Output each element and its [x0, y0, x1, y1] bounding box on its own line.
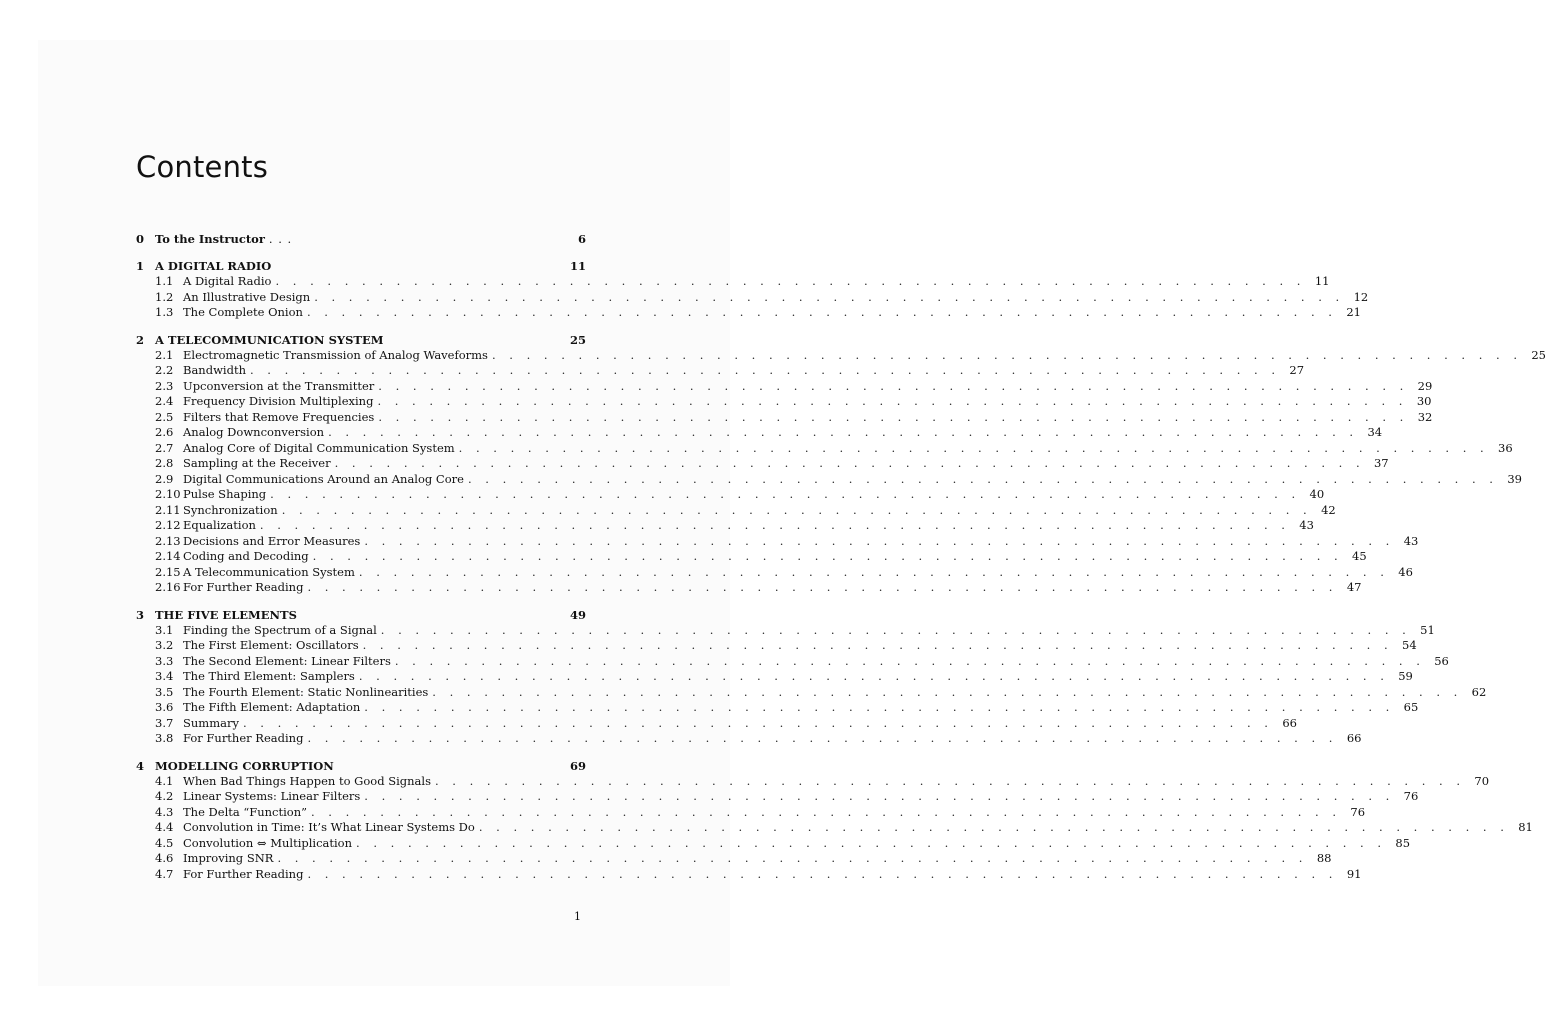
- section-entry[interactable]: [136, 274, 1330, 290]
- section-number: 4.6: [155, 851, 174, 865]
- section-number: 1.3: [155, 305, 174, 319]
- chapter-number: 2: [136, 332, 145, 347]
- chapter-page-number: 69: [569, 758, 586, 773]
- section-title: Electromagnetic Transmission of Analog Waveforms: [183, 347, 488, 362]
- section-title: Analog Downconversion: [183, 425, 325, 439]
- section-entry[interactable]: [136, 518, 1314, 534]
- section-title: Upconversion at the Transmitter: [183, 378, 375, 393]
- section-page-number: 30: [1416, 394, 1432, 408]
- dot-leader: . . . . . . . . . . . . . . . . . . . . . . . . . . . . . . . . . . . . . . . . . . . . . . . . . . . . . . . . . . . .: [394, 653, 1425, 668]
- section-title: Pulse Shaping: [183, 487, 267, 501]
- section-entry[interactable]: [136, 549, 1367, 565]
- section-entry[interactable]: [136, 347, 1546, 364]
- dot-leader: . . . . . . . . . . . . . . . . . . . . . . . . . . . . . . . . . . . . . . . . . . . . . . . . . . . . . . . . . . . .: [364, 700, 1395, 714]
- dot-leader: . . . . . . . . . . . . . . . . . . . . . . . . . . . . . . . . . . . . . . . . . . . . . . . . . . . . . . . . . . . .: [478, 820, 1509, 834]
- section-number: 2.5: [155, 409, 174, 424]
- dot-leader: . . . . . . . . . . . . . . . . . . . . . . . . . . . . . . . . . . . . . . . . . . . . . . . . . . . . . . . . . . . .: [307, 866, 1338, 881]
- chapter-title-suffix: . . .: [268, 232, 293, 246]
- section-number: 2.7: [155, 440, 174, 455]
- section-number: 4.5: [155, 835, 174, 850]
- section-page-number: 59: [1398, 669, 1413, 683]
- dot-leader: . . . . . . . . . . . . . . . . . . . . . . . . . . . . . . . . . . . . . . . . . . . . . . . . . . . . . . . . . . . .: [259, 518, 1290, 532]
- section-number: 2.8: [155, 456, 174, 470]
- section-entry[interactable]: [136, 669, 1413, 685]
- dot-leader: . . . . . . . . . . . . . . . . . . . . . . . . . . . . . . . . . . . . . . . . . . . . . . . . . . . . . . . . . . . .: [334, 456, 1365, 470]
- chapter-entry[interactable]: [136, 232, 586, 247]
- section-title: Convolution in Time: It’s What Linear Systems Do: [183, 820, 475, 834]
- section-entry[interactable]: [136, 487, 1325, 503]
- section-title: An Illustrative Design: [183, 289, 311, 304]
- section-entry[interactable]: [136, 866, 1362, 883]
- section-page-number: 66: [1282, 715, 1297, 730]
- dot-leader: . . . . . . . . . . . . . . . . . . . . . . . . . . . . . . . . . . . . . . . . . . . . . . . . . . . . . . . . . . . .: [435, 773, 1466, 788]
- dot-leader: . . . . . . . . . . . . . . . . . . . . . . . . . . . . . . . . . . . . . . . . . . . . . . . . . . . . . . . . . . . .: [356, 835, 1387, 850]
- table-of-contents: [136, 226, 1546, 882]
- section-page-number: 81: [1518, 820, 1533, 834]
- section-page-number: 62: [1471, 684, 1487, 699]
- chapter-title: A TELECOMMUNICATION SYSTEM: [155, 332, 384, 347]
- section-entry[interactable]: [136, 700, 1419, 716]
- section-title: Convolution ⇔ Multiplication: [183, 835, 353, 850]
- section-title: Frequency Division Multiplexing: [183, 394, 374, 408]
- section-number: 2.10: [155, 487, 181, 501]
- dot-leader: . . . . . . . . . . . . . . . . . . . . . . . . . . . . . . . . . . . . . . . . . . . . . . . . . . . . . . . . . . . .: [377, 394, 1408, 408]
- dot-leader: . . . . . . . . . . . . . . . . . . . . . . . . . . . . . . . . . . . . . . . . . . . . . . . . . . . . . . . . . . . .: [307, 731, 1338, 745]
- section-entry[interactable]: [136, 456, 1389, 472]
- section-title: Improving SNR: [183, 851, 274, 865]
- section-number: 4.1: [155, 773, 174, 788]
- section-number: 2.16: [155, 580, 181, 594]
- chapter-entry[interactable]: [136, 259, 586, 274]
- section-title: Bandwidth: [183, 363, 246, 377]
- section-number: 4.3: [155, 804, 174, 819]
- section-title: Coding and Decoding: [183, 549, 309, 563]
- section-title: For Further Reading: [183, 731, 304, 745]
- dot-leader: . . . . . . . . . . . . . . . . . . . . . . . . . . . . . . . . . . . . . . . . . . . . . . . . . . . . . . . . . . . .: [432, 684, 1463, 699]
- section-number: 3.1: [155, 622, 174, 637]
- section-page-number: 56: [1434, 653, 1449, 668]
- dot-leader: . . . . . . . . . . . . . . . . . . . . . . . . . . . . . . . . . . . . . . . . . . . . . . . . . . . . . . . . . . . .: [358, 669, 1389, 683]
- section-page-number: 43: [1299, 518, 1314, 532]
- section-page-number: 40: [1309, 487, 1325, 501]
- dot-leader: . . . . . . . . . . . . . . . . . . . . . . . . . . . . . . . . . . . . . . . . . . . . . . . . . . . . . . . . . . . .: [378, 409, 1409, 424]
- section-number: 3.7: [155, 715, 174, 730]
- chapter-page-number: 11: [569, 259, 586, 273]
- section-page-number: 54: [1402, 638, 1417, 652]
- dot-leader: . . . . . . . . . . . . . . . . . . . . . . . . . . . . . . . . . . . . . . . . . . . . . . . . . . . . . . . . . . . .: [270, 487, 1301, 501]
- dot-leader: . . . . . . . . . . . . . . . . . . . . . . . . . . . . . . . . . . . . . . . . . . . . . . . . . . . . . . . . . . . .: [281, 502, 1312, 517]
- page-number: 1: [574, 910, 581, 923]
- section-page-number: 45: [1352, 549, 1367, 563]
- section-number: 3.8: [155, 731, 174, 745]
- section-page-number: 91: [1346, 866, 1362, 881]
- section-title: The Third Element: Samplers: [183, 669, 355, 683]
- section-page-number: 25: [1531, 347, 1546, 362]
- chapter-page-number: 49: [569, 607, 586, 622]
- section-page-number: 12: [1353, 289, 1369, 304]
- section-number: 1.2: [155, 289, 174, 304]
- section-page-number: 42: [1321, 502, 1336, 517]
- dot-leader: . . . . . . . . . . . . . . . . . . . . . . . . . . . . . . . . . . . . . . . . . . . . . . . . . . . . . . . . . . . .: [358, 564, 1389, 579]
- section-entry[interactable]: [136, 378, 1433, 395]
- section-title: Summary: [183, 715, 239, 730]
- section-number: 3.2: [155, 638, 174, 652]
- section-title: Digital Communications Around an Analog Core: [183, 471, 464, 486]
- section-title: Filters that Remove Frequencies: [183, 409, 375, 424]
- section-title: Finding the Spectrum of a Signal: [183, 622, 377, 637]
- dot-leader: . . . . . . . . . . . . . . . . . . . . . . . . . . . . . . . . . . . . . . . . . . . . . . . . . . . . . . . . . . . .: [277, 851, 1308, 865]
- section-entry[interactable]: [136, 851, 1332, 867]
- section-page-number: 34: [1367, 425, 1383, 439]
- chapter-entry[interactable]: [136, 333, 586, 348]
- section-number: 2.12: [155, 518, 181, 532]
- dot-leader: . . . . . . . . . . . . . . . . . . . . . . . . . . . . . . . . . . . . . . . . . . . . . . . . . . . . . . . . . . . .: [362, 638, 1393, 652]
- section-entry[interactable]: [136, 425, 1383, 441]
- section-number: 2.15: [155, 564, 181, 579]
- section-number: 2.3: [155, 378, 174, 393]
- section-number: 4.4: [155, 820, 174, 834]
- section-title: The First Element: Oscillators: [183, 638, 359, 652]
- section-page-number: 88: [1316, 851, 1332, 865]
- section-number: 3.3: [155, 653, 174, 668]
- section-title: Sampling at the Receiver: [183, 456, 331, 470]
- chapter-title: MODELLING CORRUPTION: [155, 758, 334, 773]
- page-title: Contents: [136, 150, 269, 184]
- dot-leader: . . . . . . . . . . . . . . . . . . . . . . . . . . . . . . . . . . . . . . . . . . . . . . . . . . . . . . . . . . . .: [364, 533, 1395, 548]
- section-page-number: 46: [1398, 564, 1413, 579]
- chapter-number: 4: [136, 758, 145, 773]
- section-number: 2.6: [155, 425, 174, 439]
- section-entry[interactable]: [136, 731, 1362, 747]
- section-entry[interactable]: [136, 289, 1369, 306]
- dot-leader: . . . . . . . . . . . . . . . . . . . . . . . . . . . . . . . . . . . . . . . . . . . . . . . . . . . . . . . . . . . .: [491, 347, 1522, 362]
- section-title: The Delta “Function”: [183, 804, 307, 819]
- section-title: A Telecommunication System: [183, 564, 355, 579]
- section-page-number: 66: [1346, 731, 1362, 745]
- dot-leader: . . . . . . . . . . . . . . . . . . . . . . . . . . . . . . . . . . . . . . . . . . . . . . . . . . . . . . . . . . . .: [378, 378, 1409, 393]
- section-entry[interactable]: [136, 440, 1513, 457]
- section-entry[interactable]: [136, 305, 1361, 321]
- section-entry[interactable]: [136, 502, 1336, 519]
- chapter-entry[interactable]: [136, 608, 586, 623]
- section-title: A Digital Radio: [183, 274, 272, 288]
- section-number: 3.4: [155, 669, 174, 683]
- chapter-title: To the Instructor: [155, 232, 265, 246]
- section-page-number: 43: [1403, 533, 1419, 548]
- dot-leader: . . . . . . . . . . . . . . . . . . . . . . . . . . . . . . . . . . . . . . . . . . . . . . . . . . . . . . . . . . . .: [275, 274, 1306, 288]
- section-number: 2.14: [155, 549, 181, 563]
- section-entry[interactable]: [136, 773, 1490, 790]
- section-title: For Further Reading: [183, 866, 304, 881]
- dot-leader: . . . . . . . . . . . . . . . . . . . . . . . . . . . . . . . . . . . . . . . . . . . . . . . . . . . . . . . . . . . .: [312, 549, 1343, 563]
- chapter-page-number: 6: [577, 232, 586, 246]
- section-title: Synchronization: [183, 502, 278, 517]
- dot-leader: . . . . . . . . . . . . . . . . . . . . . . . . . . . . . . . . . . . . . . . . . . . . . . . . . . . . . . . . . . . .: [467, 471, 1498, 486]
- dot-leader: . . . . . . . . . . . . . . . . . . . . . . . . . . . . . . . . . . . . . . . . . . . . . . . . . . . . . . . . . . . .: [307, 580, 1338, 594]
- section-number: 3.5: [155, 684, 174, 699]
- section-number: 1.1: [155, 274, 174, 288]
- section-entry[interactable]: [136, 394, 1432, 410]
- section-entry[interactable]: [136, 471, 1522, 488]
- dot-leader: . . . . . . . . . . . . . . . . . . . . . . . . . . . . . . . . . . . . . . . . . . . . . . . . . . . . . . . . . . . .: [306, 305, 1337, 319]
- dot-leader: . . . . . . . . . . . . . . . . . . . . . . . . . . . . . . . . . . . . . . . . . . . . . . . . . . . . . . . . . . . .: [311, 804, 1342, 819]
- section-number: 2.2: [155, 363, 174, 377]
- section-page-number: 29: [1417, 378, 1433, 393]
- section-title: The Second Element: Linear Filters: [183, 653, 391, 668]
- dot-leader: . . . . . . . . . . . . . . . . . . . . . . . . . . . . . . . . . . . . . . . . . . . . . . . . . . . . . . . . . . . .: [458, 440, 1489, 455]
- section-number: 3.6: [155, 700, 174, 714]
- section-page-number: 32: [1417, 409, 1433, 424]
- section-title: When Bad Things Happen to Good Signals: [183, 773, 431, 788]
- section-page-number: 47: [1346, 580, 1362, 594]
- dot-leader: . . . . . . . . . . . . . . . . . . . . . . . . . . . . . . . . . . . . . . . . . . . . . . . . . . . . . . . . . . . .: [328, 425, 1359, 439]
- section-entry[interactable]: [136, 564, 1413, 581]
- section-number: 2.11: [155, 502, 181, 517]
- section-page-number: 51: [1420, 622, 1435, 637]
- chapter-page-number: 25: [569, 332, 586, 347]
- chapter-number: 3: [136, 607, 145, 622]
- chapter-title: THE FIVE ELEMENTS: [155, 607, 297, 622]
- section-page-number: 70: [1474, 773, 1490, 788]
- section-title: The Fifth Element: Adaptation: [183, 700, 361, 714]
- section-page-number: 76: [1350, 804, 1366, 819]
- section-entry[interactable]: [136, 409, 1433, 426]
- dot-leader: . . . . . . . . . . . . . . . . . . . . . . . . . . . . . . . . . . . . . . . . . . . . . . . . . . . . . . . . . . . .: [314, 289, 1345, 304]
- section-entry[interactable]: [136, 533, 1419, 550]
- section-page-number: 27: [1289, 363, 1305, 377]
- dot-leader: . . . . . . . . . . . . . . . . . . . . . . . . . . . . . . . . . . . . . . . . . . . . . . . . . . . . . . . . . . . .: [242, 715, 1273, 730]
- section-title: Equalization: [183, 518, 256, 532]
- section-number: 2.1: [155, 347, 174, 362]
- section-page-number: 76: [1403, 789, 1419, 803]
- section-number: 4.2: [155, 789, 174, 803]
- dot-leader: . . . . . . . . . . . . . . . . . . . . . . . . . . . . . . . . . . . . . . . . . . . . . . . . . . . . . . . . . . . .: [364, 789, 1395, 803]
- section-page-number: 11: [1314, 274, 1330, 288]
- section-number: 2.13: [155, 533, 181, 548]
- section-page-number: 36: [1498, 440, 1513, 455]
- section-entry[interactable]: [136, 580, 1362, 596]
- section-title: The Fourth Element: Static Nonlinearities: [183, 684, 429, 699]
- section-page-number: 37: [1373, 456, 1389, 470]
- chapter-entry[interactable]: [136, 759, 586, 774]
- section-title: Linear Systems: Linear Filters: [183, 789, 361, 803]
- section-page-number: 21: [1346, 305, 1361, 319]
- section-entry[interactable]: [136, 804, 1366, 821]
- section-entry[interactable]: [136, 622, 1435, 639]
- section-number: 4.7: [155, 866, 174, 881]
- dot-leader: . . . . . . . . . . . . . . . . . . . . . . . . . . . . . . . . . . . . . . . . . . . . . . . . . . . . . . . . . . . .: [250, 363, 1281, 377]
- section-entry[interactable]: [136, 653, 1449, 670]
- section-entry[interactable]: [136, 715, 1297, 732]
- section-page-number: 85: [1395, 835, 1411, 850]
- section-entry[interactable]: [136, 835, 1411, 852]
- section-entry[interactable]: [136, 820, 1533, 836]
- section-title: Analog Core of Digital Communication System: [183, 440, 455, 455]
- chapter-title: A DIGITAL RADIO: [155, 259, 272, 273]
- chapter-number: 1: [136, 259, 145, 273]
- section-title: The Complete Onion: [183, 305, 303, 319]
- section-entry[interactable]: [136, 684, 1487, 701]
- chapter-number: 0: [136, 232, 145, 246]
- dot-leader: . . . . . . . . . . . . . . . . . . . . . . . . . . . . . . . . . . . . . . . . . . . . . . . . . . . . . . . . . . . .: [380, 622, 1411, 637]
- section-entry[interactable]: [136, 789, 1419, 805]
- section-title: Decisions and Error Measures: [183, 533, 361, 548]
- section-entry[interactable]: [136, 363, 1305, 379]
- section-entry[interactable]: [136, 638, 1417, 654]
- section-page-number: 65: [1403, 700, 1419, 714]
- section-number: 2.4: [155, 394, 174, 408]
- section-title: For Further Reading: [183, 580, 304, 594]
- section-page-number: 39: [1507, 471, 1522, 486]
- section-number: 2.9: [155, 471, 174, 486]
